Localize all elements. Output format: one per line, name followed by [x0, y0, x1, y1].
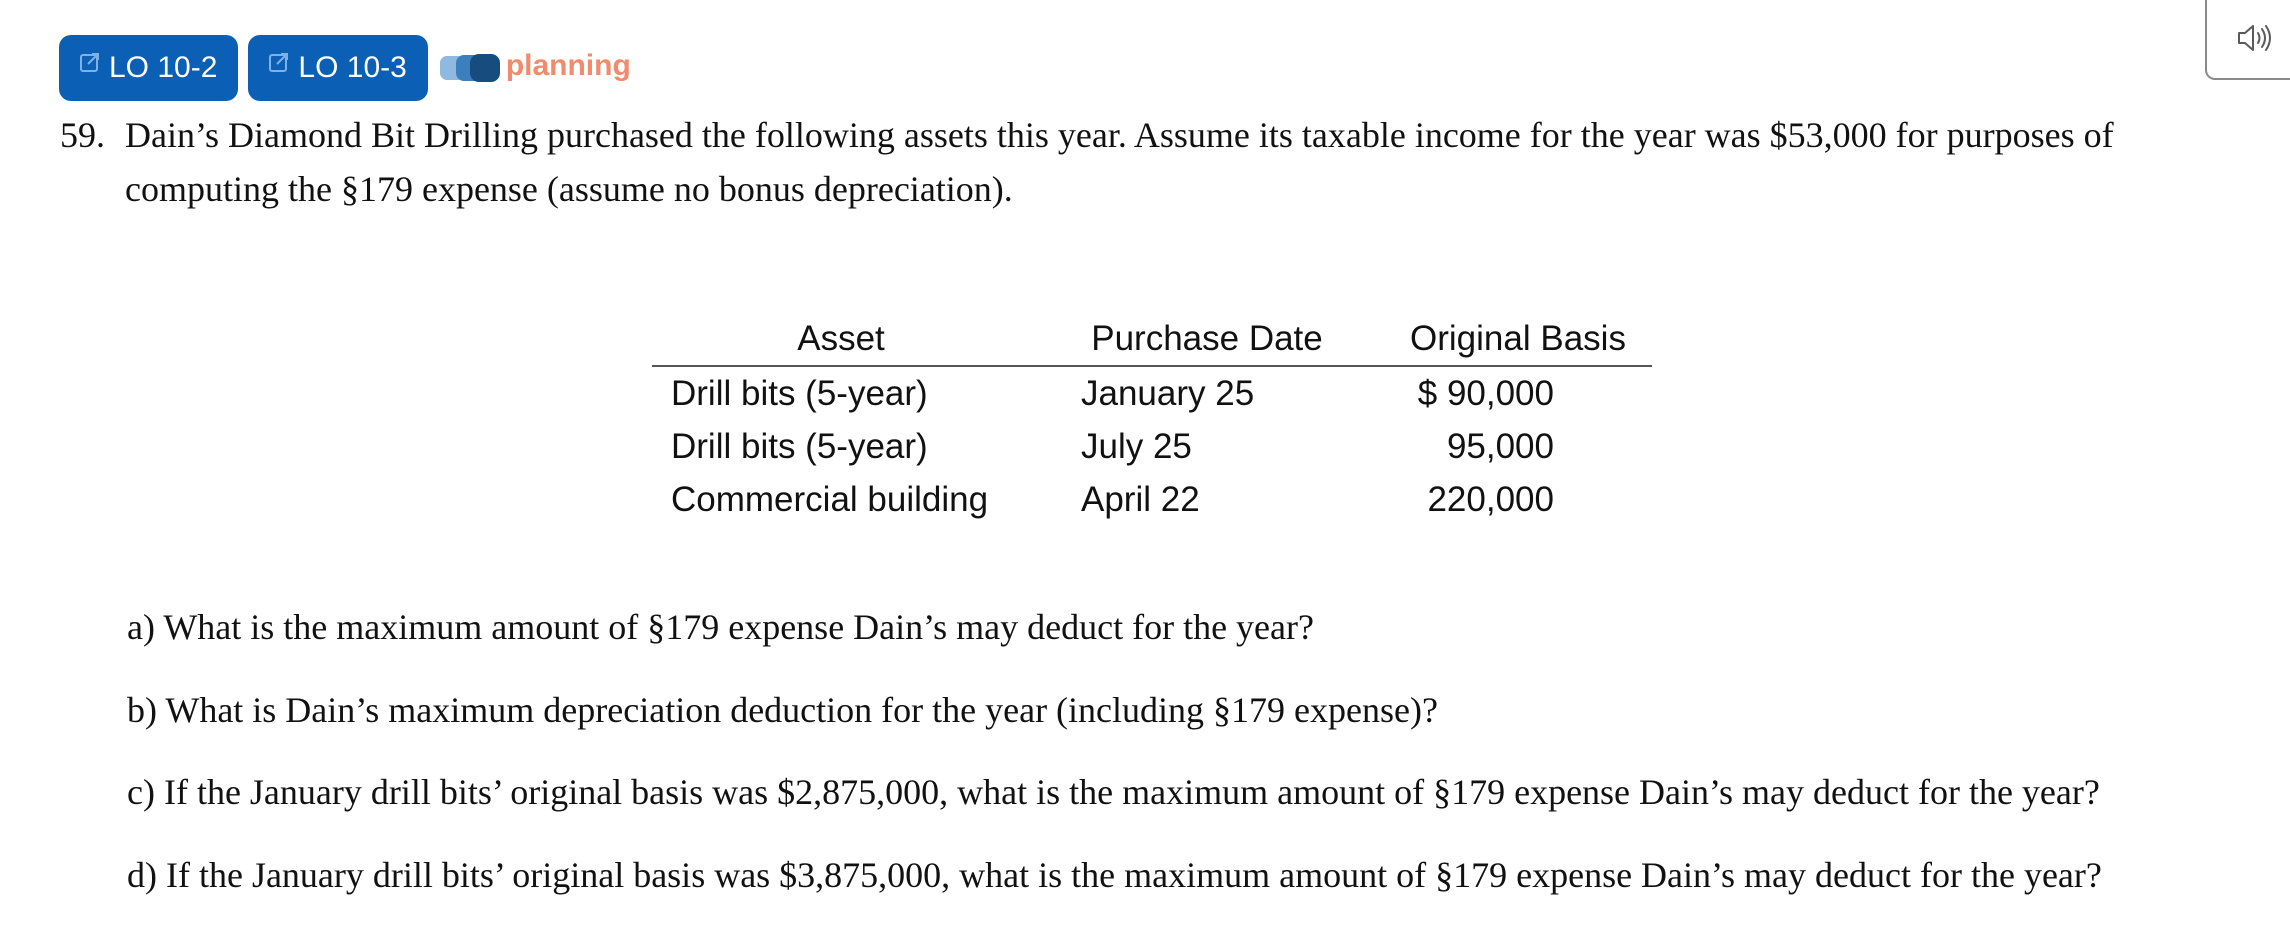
table-row: [652, 473, 1652, 526]
cell-asset: Drill bits (5-year): [671, 373, 928, 413]
question-list: [127, 596, 2102, 926]
lo-tag-10-2[interactable]: [59, 35, 238, 101]
speaker-icon: [2236, 23, 2274, 53]
header-purchase-date: Purchase Date: [1030, 313, 1384, 366]
problem-text: Dain’s Diamond Bit Drilling purchased the following assets this year. Assume its taxable income for the year was $53,000 for purposes of computing the §179 expense (assume no bonus depreciation).: [125, 115, 2114, 209]
cell-asset: Drill bits (5-year): [671, 426, 928, 466]
question-a: a) What is the maximum amount of §179 expense Dain’s may deduct for the year?: [127, 607, 1314, 647]
learning-objective-tags: [59, 34, 631, 102]
table-row: [652, 420, 1652, 473]
cell-original-basis: $ 90,000: [1417, 373, 1554, 413]
header-original-basis: Original Basis: [1384, 313, 1652, 366]
planning-icon: [438, 51, 504, 85]
lo-tag-label: LO 10-3: [298, 51, 407, 84]
audio-button[interactable]: [2205, 0, 2290, 80]
cell-asset: Commercial building: [671, 479, 989, 519]
question-d: d) If the January drill bits’ original basis was $3,875,000, what is the maximum amount of §179 expense Dain’s may deduct for the year?: [127, 854, 2102, 895]
table-header-row: [652, 313, 1652, 366]
problem-statement: [60, 108, 2240, 216]
lo-tag-10-3[interactable]: [248, 35, 427, 101]
cell-purchase-date: April 22: [1081, 479, 1200, 519]
cell-purchase-date: July 25: [1081, 426, 1192, 466]
problem-number: 59.: [60, 115, 105, 155]
planning-tag: [438, 51, 631, 85]
question-c: c) If the January drill bits’ original basis was $2,875,000, what is the maximum amount of §179 expense Dain’s may deduct for the year?: [127, 772, 2100, 812]
question-b: b) What is Dain’s maximum depreciation deduction for the year (including §179 expense)?: [127, 689, 1438, 730]
external-link-icon: [268, 51, 290, 73]
cell-original-basis: 95,000: [1446, 426, 1554, 466]
asset-table: [652, 313, 1652, 526]
cell-purchase-date: January 25: [1081, 373, 1255, 413]
external-link-icon: [79, 51, 101, 73]
table-row: [652, 366, 1652, 420]
lo-tag-label: LO 10-2: [109, 51, 218, 84]
cell-original-basis: 220,000: [1427, 479, 1554, 519]
planning-label: planning: [505, 49, 631, 82]
header-asset: Asset: [652, 313, 1030, 366]
